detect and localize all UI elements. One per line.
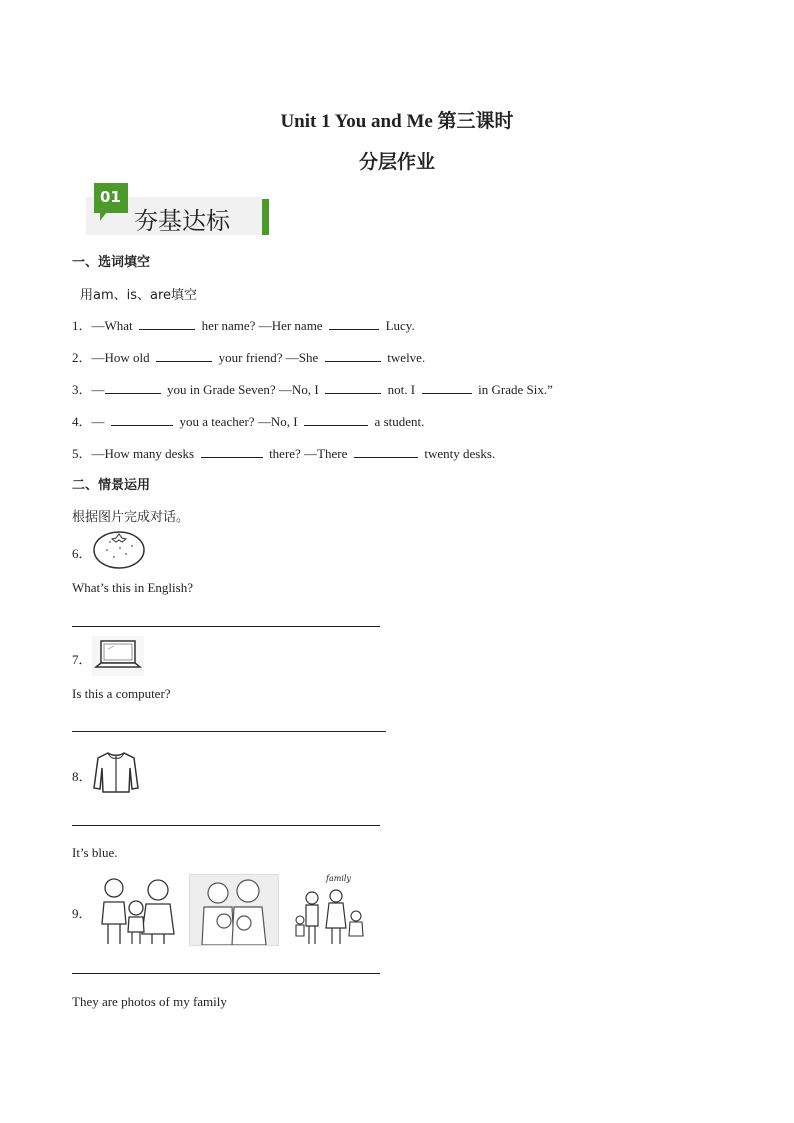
q1-blank-1[interactable] xyxy=(139,317,195,330)
q1-part-b: her name? —Her name xyxy=(201,318,323,333)
q9-answer-line[interactable] xyxy=(72,973,380,974)
jacket-icon xyxy=(92,748,140,801)
q8-answer-line[interactable] xyxy=(72,825,380,826)
q9-number: 9． xyxy=(72,906,92,921)
q6-answer-line[interactable] xyxy=(72,626,380,627)
q4-blank-1[interactable] xyxy=(111,413,173,426)
instruction-2: 根据图片完成对话。 xyxy=(72,510,190,525)
instruction-1: 用am、is、are填空 xyxy=(80,288,198,303)
badge-number: 01 xyxy=(100,188,121,206)
question-5 xyxy=(72,443,495,462)
q3-part-d: in Grade Six.” xyxy=(478,382,553,397)
q7-number: 7． xyxy=(72,652,92,667)
family-photo-2 xyxy=(189,874,279,946)
q6-number: 6． xyxy=(72,546,92,561)
section-badge xyxy=(86,183,272,235)
q5-blank-1[interactable] xyxy=(201,445,263,458)
q4-part-c: a student. xyxy=(374,414,425,429)
q5-part-a: —How many desks xyxy=(91,446,195,461)
q3-number: 3． xyxy=(72,382,92,397)
laptop-icon xyxy=(92,636,144,681)
q3-part-a: — xyxy=(91,382,105,397)
q2-number: 2． xyxy=(72,350,92,365)
q5-blank-2[interactable] xyxy=(354,445,418,458)
q6-text: What’s this in English? xyxy=(72,580,193,595)
q1-blank-2[interactable] xyxy=(329,317,379,330)
badge-label: 夯基达标 xyxy=(134,207,230,235)
q3-blank-3[interactable] xyxy=(422,381,472,394)
page-subtitle: 分层作业 xyxy=(358,151,435,173)
q9-text: They are photos of my family xyxy=(72,994,227,1009)
q2-blank-1[interactable] xyxy=(156,349,212,362)
q8-number: 8． xyxy=(72,769,92,784)
section-heading-1: 一、选词填空 xyxy=(72,255,151,270)
q2-part-c: twelve. xyxy=(387,350,426,365)
q5-part-c: twenty desks. xyxy=(424,446,496,461)
q4-number: 4． xyxy=(72,414,92,429)
q1-part-c: Lucy. xyxy=(385,318,415,333)
q4-blank-2[interactable] xyxy=(304,413,368,426)
question-1 xyxy=(72,315,415,334)
q2-part-a: —How old xyxy=(91,350,150,365)
q2-part-b: your friend? —She xyxy=(218,350,319,365)
q5-number: 5． xyxy=(72,446,92,461)
question-4 xyxy=(72,411,424,430)
q8-text: It’s blue. xyxy=(72,845,118,860)
question-2 xyxy=(72,347,425,366)
family-sign-text: family xyxy=(326,874,351,883)
page-title: Unit 1 You and Me 第三课时 xyxy=(280,111,514,132)
q2-blank-2[interactable] xyxy=(325,349,381,362)
q7-answer-line[interactable] xyxy=(72,731,386,732)
section-heading-2: 二、情景运用 xyxy=(72,478,151,493)
q1-part-a: —What xyxy=(91,318,133,333)
q4-part-b: you a teacher? —No, I xyxy=(179,414,298,429)
q7-text: Is this a computer? xyxy=(72,686,171,701)
family-photo-1 xyxy=(96,874,178,951)
q3-part-b: you in Grade Seven? —No, I xyxy=(167,382,319,397)
q1-number: 1． xyxy=(72,318,92,333)
q4-part-a: — xyxy=(91,414,105,429)
family-photo-3 xyxy=(292,870,370,948)
question-3 xyxy=(72,379,553,398)
q3-blank-1[interactable] xyxy=(105,381,161,394)
q3-part-c: not. I xyxy=(387,382,416,397)
orange-icon xyxy=(92,530,146,575)
q3-blank-2[interactable] xyxy=(325,381,381,394)
q5-part-b: there? —There xyxy=(269,446,348,461)
